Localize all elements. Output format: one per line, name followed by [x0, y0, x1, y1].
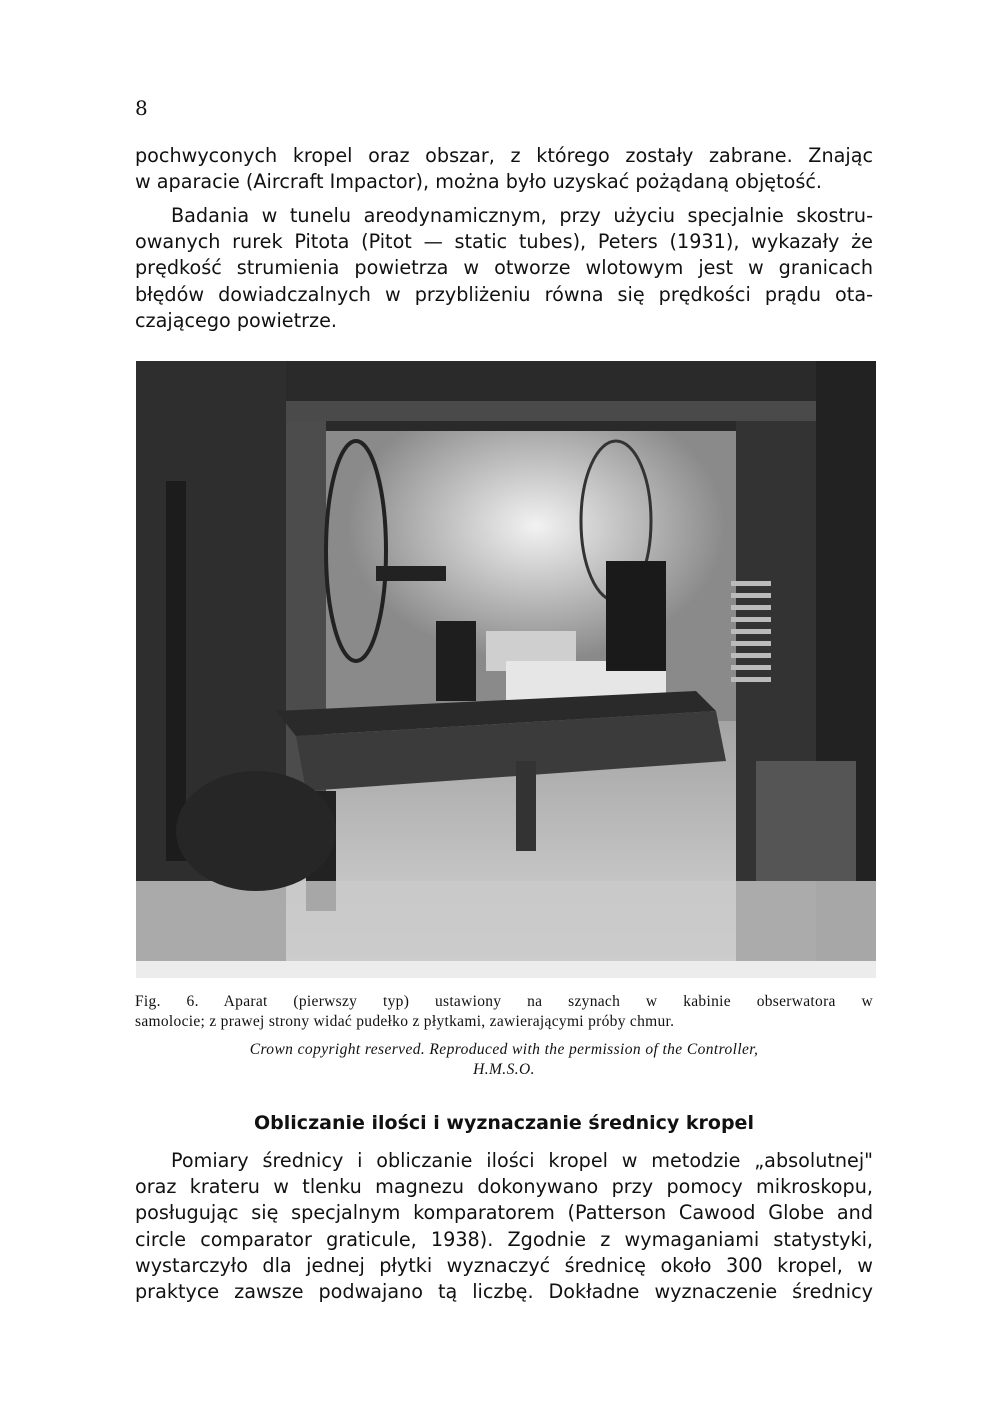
caption-line: Fig. 6. Aparat (pierwszy typ) ustawiony na szynach w kabinie obserwatora w [135, 993, 873, 1010]
aircraft-impactor-photo [136, 361, 876, 978]
text-line: w aparacie (Aircraft Impactor), można było uzyskać pożądaną objętość. [135, 170, 823, 194]
paragraph-1 [135, 143, 873, 195]
text-line: prędkość strumienia powietrza w otworze wlotowym jest w granicach [135, 256, 873, 280]
text-line: Pomiary średnicy i obliczanie ilości kropel w metodzie „absolutnej" [171, 1149, 873, 1172]
text-line: oraz krateru w tlenku magnezu dokonywano przy pomocy mikroskopu, [135, 1175, 873, 1199]
credit-line: Crown copyright reserved. Reproduced with the permission of the Controller, [249, 1041, 759, 1058]
figure-photo [136, 361, 876, 978]
paragraph-3 [135, 1148, 873, 1305]
text-line: circle comparator graticule, 1938). Zgodnie z wymaganiami statystyki, [135, 1227, 873, 1251]
text-line: posługując się specjalnym komparatorem (Patterson Cawood Globe and [135, 1201, 873, 1225]
paragraph-2 [135, 203, 873, 334]
text-line: praktyce zawsze podwajano tą liczbę. Dokładne wyznaczenie średnicy [135, 1280, 873, 1304]
page-number: 8 [135, 96, 148, 120]
text-line: pochwyconych kropel oraz obszar, z którego zostały zabrane. Znając [135, 144, 873, 167]
text-line: wystarczyło dla jednej płytki wyznaczyć średnicę około 300 kropel, w [135, 1253, 873, 1277]
figure-credit [135, 1040, 873, 1080]
text-line: Badania w tunelu areodynamicznym, przy użyciu specjalnie skostru- [171, 204, 873, 227]
section-heading: Obliczanie ilości i wyznaczanie średnicy kropel [254, 1112, 754, 1134]
text-line: owanych rurek Pitota (Pitot — static tubes), Peters (1931), wykazały że [135, 230, 873, 254]
caption-line: samolocie; z prawej strony widać pudełko z płytkami, zawierającymi próby chmur. [135, 1013, 675, 1030]
figure-caption [135, 992, 873, 1032]
credit-line: H.M.S.O. [473, 1061, 535, 1078]
text-line: błędów dowiadczalnych w przybliżeniu równa się prędkości prądu ota- [135, 282, 873, 306]
text-line: czającego powietrze. [135, 308, 337, 332]
